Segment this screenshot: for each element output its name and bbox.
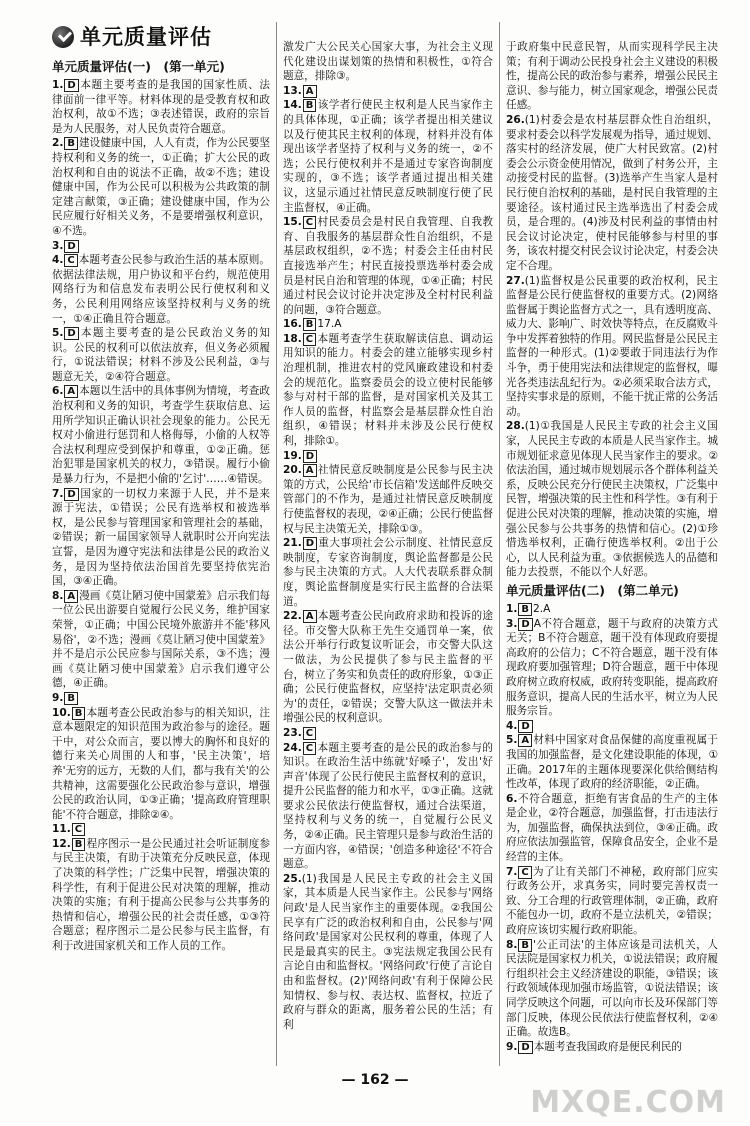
question-number: 19. <box>283 449 302 462</box>
answer-explanation: 材料中国家对食品保健的高度重视属于我国的加强监督，是文化建设职能的体现，①正确。2017年的主题体现要深化供给侧结构性改革，体现了政府的经济职能，②正确。 <box>506 734 718 791</box>
answer-item <box>283 536 493 609</box>
answer-item <box>506 719 718 734</box>
answer-letter: B <box>72 707 86 720</box>
answer-list-col3-unit2 <box>506 602 718 1054</box>
answer-item <box>52 78 270 136</box>
answer-letter: A <box>303 610 317 623</box>
answer-item <box>283 98 493 215</box>
answer-item <box>283 741 493 872</box>
answer-list-col2 <box>283 40 493 1032</box>
answer-item <box>506 602 718 617</box>
question-number: 3. <box>52 239 64 252</box>
answer-item <box>52 326 270 384</box>
answer-explanation: 社情民意反映制度是公民参与民主决策的方式，公民给'市长信箱'发送邮件反映交管部门的不作为，是通过社情民意反映制度行使监督权的表现，②④正确；公民行使监督权与民主决策无关，排除①③。 <box>283 464 493 535</box>
answer-item <box>283 40 493 84</box>
question-number: 27. <box>506 274 525 287</box>
column-divider <box>276 22 277 1066</box>
question-number: 7. <box>506 865 518 878</box>
answer-item <box>506 1040 718 1055</box>
question-number: 18. <box>283 332 302 345</box>
answer-letter: A <box>64 590 78 603</box>
answer-item <box>506 40 718 113</box>
question-number: 8. <box>52 589 64 602</box>
question-number: 26. <box>506 113 525 126</box>
answer-explanation: 本题主要考查的是我国的国家性质、法律面前一律平等。材料体现的是受教育权和政治权利，故①不选；③表述错误，政府的宗旨是为人民服务，对人民负责符合题意。 <box>52 79 270 135</box>
answer-item <box>506 113 718 274</box>
answer-item <box>283 332 493 449</box>
answer-explanation: (1)监督权是公民重要的政治权利，民主监督是公民行使监督权的重要方式。(2)网络监督属于舆论监督方式之一，具有透明度高、威力大、影响广、时效快等特点，在反腐败斗争中发挥着独特的作用。网民监督是公民民主监督的一种形式。(1)②要敢于同违法行为作斗争，勇于使用宪法和法律规定的监督权，曝光各类违法乱纪行为。②必须采取合法方式，坚持实事求是的原则，不能干扰正常的公务活动。 <box>506 274 718 418</box>
answer-explanation: 本题考查学生获取解读信息、调动运用知识的能力。村委会的建立能够实现乡村治理机制，推进农村的党风廉政建设和村委会的规范化。监察委员会的设立使村民能够参与对村干部的监督，是对国家机关及其工作人员的监督，村监察会是基层群众性自治组织，④错误；材料并未涉及公民行使权利，排除①。 <box>283 332 493 448</box>
question-number: 1. <box>52 79 64 91</box>
answer-explanation: 建设健康中国，人人有责，作为公民要坚持权利和义务的统一，①正确；扩大公民的政治权利和自由的说法不正确，故②不选；建设健康中国，作为公民可以积极为公共政策的制定建言献策，③正确；建设健康中国，作为公民应履行好相关义务，不是要增强权利意识，④不选。 <box>52 137 270 237</box>
question-number: 3. <box>506 617 518 630</box>
answer-letter: B <box>64 692 78 705</box>
answer-explanation: 本题考查公民向政府求助和投诉的途径。市交警大队称王先生交通罚单一案，依法公开举行行政复议听证会，市交警大队这一做法，为公民提供了参与民主监督的平台，树立了务实和负责任的政府形象，①③正确；公民行使监督权，应坚持'法定职责必须为'的责任，②错误；交警大队这一做法并未增强公民的权利意识。 <box>283 610 493 725</box>
answer-explanation: 本题考查公民政治参与的相关知识，注意本题限定的知识范围为政治参与的途径。题干中，对公众而言，要以博大的胸怀和良好的德行来关心周围的人和事，'民主决策'，培养'无穷的远方，无数的人们，都与我有关'的公共精神，这需要强化公民政治参与意识，增强公民的政治认同，①③正确；'提高政府管理职能'不符合题意，排除②④。 <box>52 706 270 821</box>
column-2 <box>283 40 493 1066</box>
answer-item <box>52 837 270 954</box>
answer-letter: C <box>64 254 77 267</box>
answer-explanation: (1)我国是人民民主专政的社会主义国家，其本质是人民当家作主。公民参与'网络问政'是人民当家作主的重要体现。②我国公民享有广泛的政治权利和自由，公民参与'网络问政'是国家对公民权利的尊重，体现了人民是最真实的民主。③宪法规定我国公民有言论自由和监督权。'网络问政'行使了言论自由和监督权。(2)'网络问政'有利于保障公民知情权、参与权、表达权、监督权，拉近了政府与群众的距离，服务着公民的生活；有利 <box>283 872 493 1031</box>
question-number: 12. <box>52 837 71 850</box>
answer-item <box>52 487 270 589</box>
unit-banner <box>52 22 270 52</box>
answer-item <box>52 822 270 837</box>
answer-item <box>52 706 270 823</box>
answer-explanation: A不符合题意，题干与政府的决策方式无关；B不符合题意，题干没有体现政府要提高政府的公信力；C不符合题意，题干没有体现政府要加强管理；D符合题意，题干中体现政府树立政府权威，政府转变职能，提高政府服务意识，提高人民的生活水平，树立为人民服务宗旨。 <box>506 617 718 718</box>
answer-letter: C <box>518 866 531 879</box>
answer-item <box>283 726 493 741</box>
answer-letter: A <box>518 734 532 747</box>
answer-item <box>52 253 270 326</box>
answer-letter: C <box>303 333 316 346</box>
answer-letter: D <box>303 537 317 550</box>
answer-item <box>52 239 270 254</box>
column-1 <box>52 22 270 1066</box>
answer-item <box>506 938 718 1040</box>
answer-letter: D <box>64 79 78 92</box>
question-number: 25. <box>283 872 302 885</box>
answer-explanation: (1)村委会是农村基层群众性自治组织，要求村委会以科学发展观为指导，通过规划、落实村的经济发展，使广大村民致富。(2)村委会公示资金使用情况，做到了村务公开，主动接受村民的监督。(3)选举产生当家人是村民行使自治权利的基础，是村民自我管理的主要途径。该村通过民主选举选出了村委会成员，是合理的。(4)涉及村民利益的事情由村民会议讨论决定，使村民能够参与村里的事务，该农村提交村民会议讨论决定，村委会决定不合理。 <box>506 113 718 272</box>
question-number: 23. <box>283 726 302 739</box>
answer-letter: B <box>303 99 317 112</box>
answer-item <box>506 733 718 791</box>
answer-letter: C <box>303 216 316 229</box>
answer-explanation: 漫画《莫让陋习使中国蒙羞》启示我们每一位公民出游要自觉履行公民义务，维护国家荣誉，①正确；中国公民境外旅游并不能'移风易俗'，②不选；漫画《莫让陋习使中国蒙羞》并不是启示公民应参与国际关系，③不选；漫画《莫让陋习使中国蒙羞》启示我们遵守公德，④正确。 <box>52 589 270 690</box>
question-number: 4. <box>52 254 64 267</box>
check-circle-icon <box>52 26 74 48</box>
question-number: 9. <box>506 1040 518 1053</box>
answer-letter: C <box>303 742 316 755</box>
question-number: 5. <box>506 734 518 747</box>
answer-item <box>52 691 270 706</box>
answer-item <box>506 792 718 865</box>
answer-explanation: 2.A <box>533 602 551 615</box>
question-number: 16. <box>283 318 302 331</box>
answer-letter: D <box>518 618 532 631</box>
answer-item <box>283 215 493 317</box>
question-number: 22. <box>283 610 302 623</box>
column-3 <box>506 40 718 1066</box>
answer-explanation: 为了让有关部门不神秘，政府部门应实行政务公开，求真务实，同时要完善权责一致、分工合理的行政管理体制，②正确，政府不能包办一切，政府不是立法机关，②错误；政府应该切实履行政府职能。 <box>506 865 718 937</box>
answer-explanation: 国家的一切权力来源于人民，并不是来源于宪法，①错误；公民有选举权和被选举权，是公民参与管理国家和管理社会的基础，②错误；新一届国家领导人就职时公开向宪法宣誓，是因为遵守宪法和法律是公民的政治义务，是因为坚持依法治国首先要坚持依宪治国，③④正确。 <box>52 487 270 588</box>
question-number: 20. <box>283 464 302 477</box>
answer-letter: D <box>518 1041 532 1054</box>
answer-item <box>506 274 718 420</box>
banner-title: 单元质量评估 <box>80 24 212 49</box>
answer-letter: D <box>64 327 78 340</box>
question-number: 4. <box>506 719 518 732</box>
section-title-unit-2: 单元质量评估(二) (第二单元) <box>506 582 679 598</box>
question-number: 7. <box>52 487 64 500</box>
answer-item <box>52 136 270 238</box>
question-number: 28. <box>506 420 525 433</box>
answer-item <box>52 589 270 691</box>
answer-letter: D <box>64 240 78 253</box>
answer-letter: C <box>72 823 85 836</box>
answer-letter: B <box>518 603 532 616</box>
answer-item <box>506 617 718 719</box>
answer-explanation: 本题主要考查的是公民的政治参与的知识。在政治生活中练就'好嗓子'，发出'好声音'体现了公民行使民主监督权利的意识，提升公民监督的能力和水平，①③正确。这就要求公民依法行使监督权，通过合法渠道，坚持权利与义务的统一，自觉履行公民义务，②④正确。民主管理只是参与政治生活的一方面内容，④错误；'创造多种途径'不符合题意。 <box>283 741 493 871</box>
question-number: 10. <box>52 706 71 719</box>
question-number: 11. <box>52 823 71 836</box>
answer-explanation: 该学者行使民主权利是人民当家作主的具体体现，①正确；该学者提出相关建议以及行使其民主权利的体现，材料并没有体现出该学者坚持了权利与义务的统一，②不选；公民行使权利并不是通过专家咨询制度实现的，③不选；该学者通过提出相关建议，这显示通过社情民意反映制度行使了民主监督权，④正确。 <box>283 99 493 214</box>
column-divider <box>499 22 500 1066</box>
answer-letter: B <box>518 939 532 952</box>
answer-item <box>506 865 718 938</box>
question-number: 6. <box>52 385 64 398</box>
section-title-unit-1: 单元质量评估(一) (第一单元) <box>52 59 225 74</box>
answer-explanation: 程序图示一是公民通过社会听证制度参与民主决策，有助于决策充分反映民意，体现了决策的科学性；广泛集中民智，增强决策的科学性，有利于促进公民对决策的理解，推动决策的实施；有利于提高公民参与公共事务的热情和信心，增强公民的社会责任感，①③符合题意；程序图示二是公民参与民主监督，有利于改进国家机关和工作人员的工作。 <box>52 837 270 953</box>
answer-explanation: (1)①我国是人民民主专政的社会主义国家，人民民主专政的本质是人民当家作主。城市规划征求意见体现人民当家作主的要求。②依法治国，通过城市规划展示各个群体利益关系，反映公民充分行使民主决策权，广泛集中民智，增强决策的民主性和科学性。③有利于促进公民对决策的理解，推动决策的实施，增强公民参与公共事务的热情和信心。(2)①珍惜选举权利，正确行使选举权利。②出于公心，以人民利益为重。③依据候选人的品德和能力去投票，不能以个人好恶。 <box>506 420 718 579</box>
answer-letter: D <box>518 720 532 733</box>
question-number: 9. <box>52 691 64 704</box>
answer-item <box>283 872 493 1033</box>
question-number: 15. <box>283 216 302 229</box>
answer-item <box>506 419 718 580</box>
question-number: 6. <box>506 792 518 805</box>
answer-explanation: 村民委员会是村民自我管理、自我教育、自我服务的基层群众性自治组织，不是基层政权组织，②不选；村委会主任由村民直接选举产生；村民直接投票选举村委会成员是村民自治和管理的体现，①④正确；村民通过村民会议讨论并决定涉及全村村民利益的问题，③符合题意。 <box>283 216 493 316</box>
answer-explanation: '公正司法'的主体应该是司法机关，人民法院是国家权力机关，①说法错误；政府履行组织社会主义经济建设的职能，③错误；该行政领域体现加强市场监管，①说法错误；该同学反映这个问题，可以向市长及环保部门等部门反映，体现公民依法行使监督权利，②④正确。故选B。 <box>506 938 718 1039</box>
answer-letter: B <box>303 318 317 331</box>
answer-letter: D <box>303 450 317 463</box>
question-number: 24. <box>283 741 302 754</box>
answer-explanation: 不符合题意，拒绝有害食品的生产的主体是企业，②符合题意，加强监督，打击违法行为，加强监督，确保执法到位，③④正确。政府应依法加强监管，保障食品安全，企业不是经营的主体。 <box>506 792 718 864</box>
answer-explanation: 本题考查我国政府是便民利民的 <box>533 1040 683 1053</box>
answer-letter: B <box>64 137 78 150</box>
page-number: — 162 — <box>341 1072 409 1088</box>
answer-item <box>52 384 270 486</box>
question-number: 5. <box>52 327 64 340</box>
answer-letter: B <box>72 838 86 851</box>
question-number: 1. <box>506 602 518 615</box>
answer-item <box>283 84 493 99</box>
watermark-logo: MXQE.COM <box>530 1085 726 1120</box>
question-number: 2. <box>52 137 64 150</box>
answer-explanation: 本题以生活中的具体事例为情境，考查政治权利和义务的知识，考查学生获取信息、运用所学知识正确认识社会现象的能力。公民无权对小偷进行惩罚和人格侮辱，小偷的人权等合法权利理应受到保护和尊重，①②正确。惩治犯罪是国家机关的权力，③错误。履行小偷是暴力行为，不是把小偷的'乞讨'……④错误。 <box>52 385 270 486</box>
answer-explanation: 重大事项社会公示制度、社情民意反映制度，专家咨询制度，舆论监督都是公民参与民主决策的方式。人大代表联系群众制度，舆论监督制度是实行民主监督的合法渠道。 <box>283 537 493 608</box>
answer-explanation: 本题主要考查的是公民政治义务的知识。公民的权利可以依法放弃，但义务必须履行，①说法错误；材料不涉及公民利益，③与题意无关，②④符合题意。 <box>52 327 270 383</box>
answer-item <box>283 317 493 332</box>
answer-item <box>283 609 493 726</box>
answer-list-col3 <box>506 40 718 580</box>
answer-letter: A <box>303 85 317 98</box>
answer-letter: A <box>64 385 78 398</box>
question-number: 8. <box>506 938 518 951</box>
answer-letter: C <box>303 727 316 740</box>
answer-list-col1 <box>52 78 270 954</box>
answer-item <box>283 449 493 464</box>
question-number: 13. <box>283 84 302 97</box>
answer-item <box>283 463 493 536</box>
answer-letter: A <box>303 464 317 477</box>
answer-explanation: 于政府集中民意民智，从而实现科学民主决策；有利于调动公民投身社会主义建设的积极性，提高公民的政治参与素养，增强公民民主意识、参与能力，树立国家观念，增强公民责任感。 <box>506 41 718 112</box>
answer-explanation: 激发广大公民关心国家大事，为社会主义现代化建设出谋划策的热情和积极性，①符合题意，排除③。 <box>283 41 493 83</box>
question-number: 21. <box>283 537 302 550</box>
answer-explanation: 17.A <box>317 318 342 331</box>
answer-explanation: 本题考查公民参与政治生活的基本原则。依据法律法规，用户协议和平台约，规范使用网络行为和信息发布表明公民行使权利和义务，公民利用网络应该坚持权利与义务的统一，①④正确且符合题意。 <box>52 254 270 325</box>
question-number: 14. <box>283 99 302 112</box>
answer-letter: D <box>64 488 78 501</box>
